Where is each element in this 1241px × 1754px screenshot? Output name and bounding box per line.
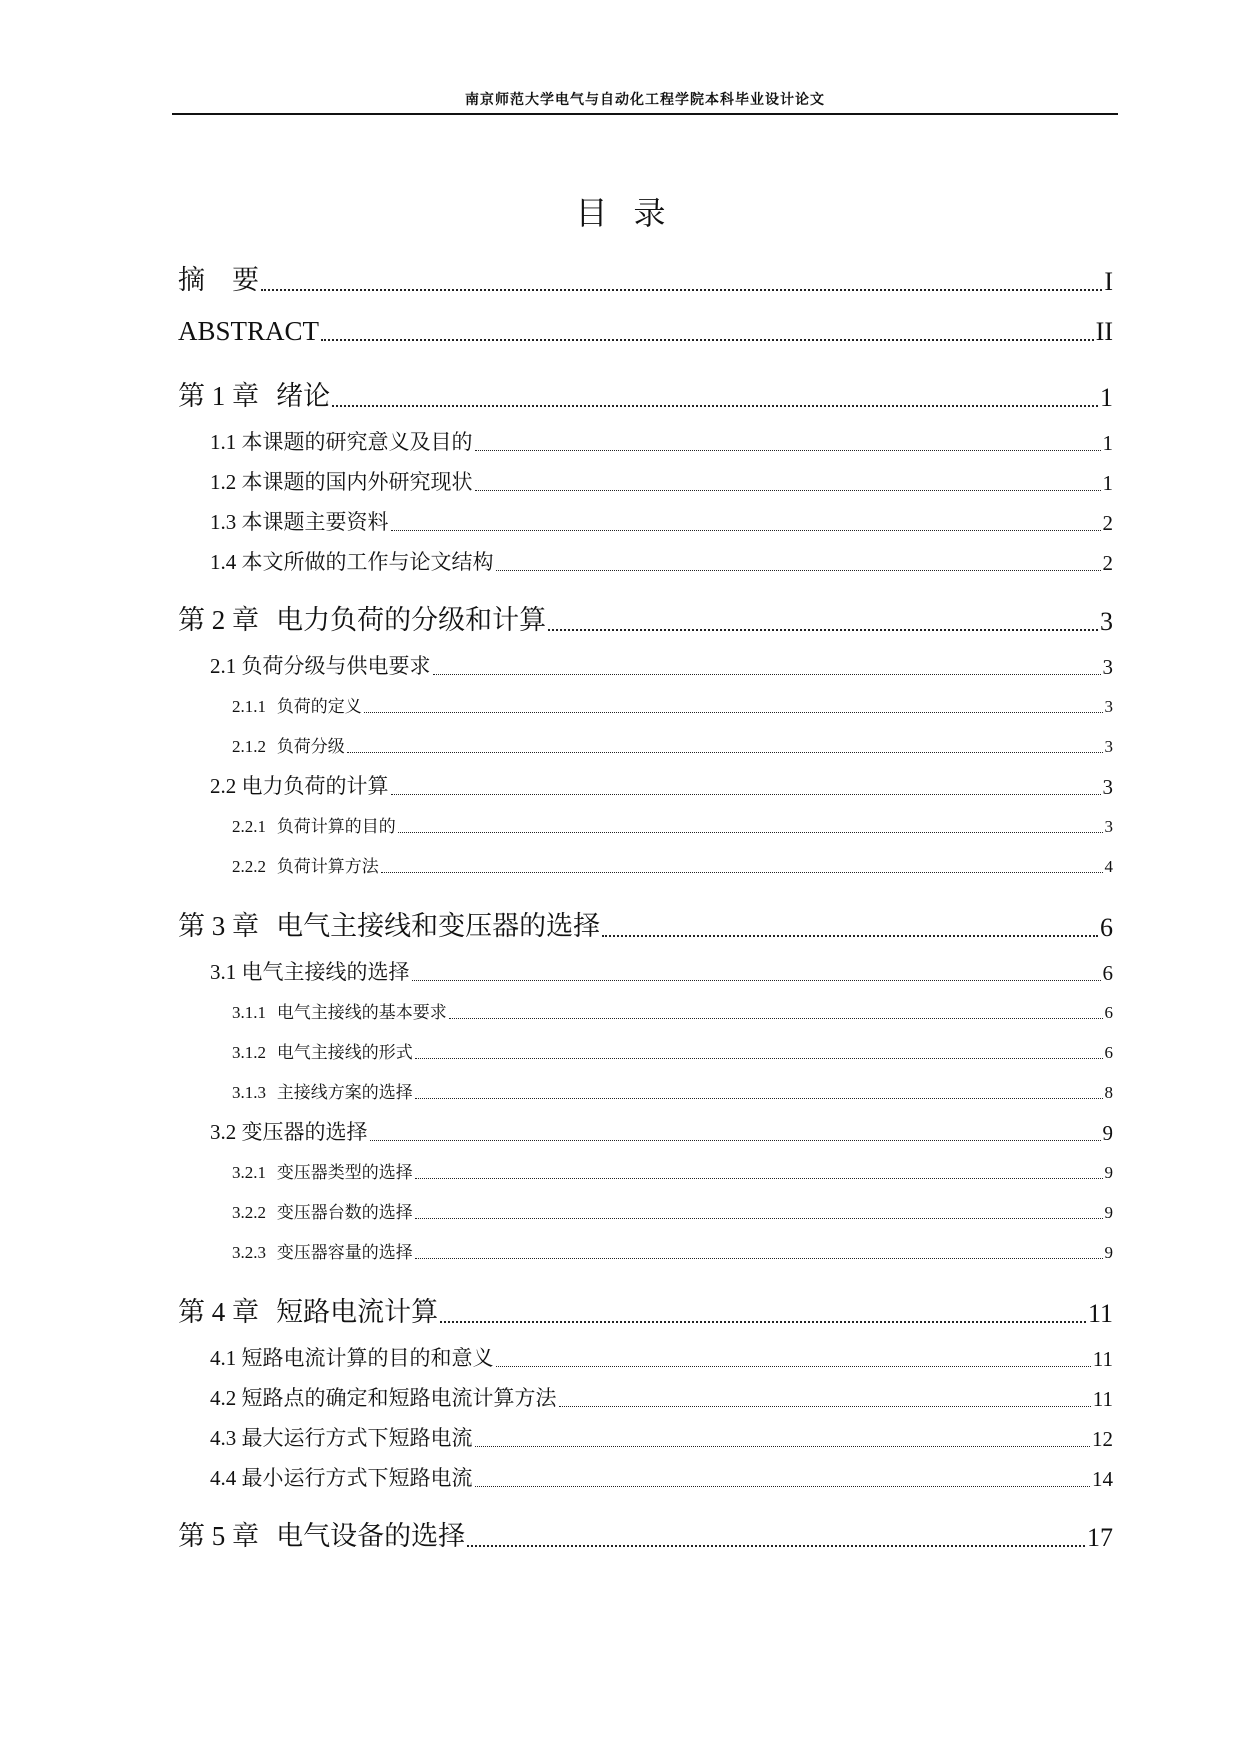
toc-entry-1-3[interactable] [210,506,1113,536]
toc-entry-number: 第 3 章 [178,911,259,941]
toc-entry-text: 本课题的研究意义及目的 [241,430,473,454]
dot-leader [415,1178,1103,1179]
header-rule [172,113,1118,115]
toc-entry-number: 1.3 [210,510,237,534]
toc-page-number: I [1104,267,1113,296]
toc-entry-number: 第 1 章 [178,381,259,411]
toc-page-number: 1 [1102,431,1113,455]
toc-entry-text: 主接线方案的选择 [276,1083,413,1103]
toc-entry-3-1-2[interactable] [232,1038,1113,1063]
dot-leader [475,490,1101,491]
toc-entry-text: 摘 要 [178,265,259,296]
toc-entry-3-1-3[interactable] [232,1078,1113,1103]
toc-page-number: 2 [1102,551,1113,575]
dot-leader [347,752,1103,753]
toc-entry-text: 电气主接线的选择 [241,960,410,984]
toc-entry-2-1-2[interactable] [232,732,1113,757]
toc-entry-2-2-2[interactable] [232,852,1113,877]
dot-leader [381,872,1103,873]
toc-entry-text: 变压器容量的选择 [276,1243,413,1263]
toc-page-number: 6 [1104,1003,1113,1022]
toc-page-number: 11 [1092,1347,1113,1371]
toc-page-number: 11 [1087,1299,1113,1328]
toc-entry-2-1[interactable] [210,650,1113,680]
toc-entry-number: 4.1 [210,1346,237,1370]
dot-leader [475,1446,1091,1447]
toc-entry-chapter-3[interactable] [178,904,1113,943]
toc-entry-text: 短路电流计算的目的和意义 [241,1346,494,1370]
toc-entry-2-1-1[interactable] [232,692,1113,717]
toc-page-number: 3 [1102,655,1113,679]
toc-entry-text: 负荷分级与供电要求 [241,654,431,678]
dot-leader [415,1258,1103,1259]
toc-entry-number: 1.1 [210,430,237,454]
toc-page-number: 3 [1104,697,1113,716]
toc-entry-4-1[interactable] [210,1342,1113,1372]
toc-page-number: 17 [1087,1523,1113,1552]
dot-leader [321,339,1094,341]
toc-entry-text: 电力负荷的分级和计算 [276,605,547,636]
toc-entry-number: 3.1.1 [232,1003,266,1022]
toc-entry-text: 绪论 [276,381,331,412]
toc-entry-number: 第 4 章 [178,1297,259,1327]
toc-entry-4-2[interactable] [210,1382,1113,1412]
toc-entry-number: 第 5 章 [178,1521,259,1551]
toc-entry-2-2[interactable] [210,770,1113,800]
toc-entry-text: 变压器台数的选择 [276,1203,413,1223]
dot-leader [412,980,1101,981]
toc-entry-number: 第 2 章 [178,605,259,635]
toc-page-number: 2 [1102,511,1113,535]
toc-entry-number: 1.4 [210,550,237,574]
toc-page-number: 3 [1104,737,1113,756]
toc-entry-chapter-2[interactable] [178,598,1113,637]
toc-entry-4-3[interactable] [210,1422,1113,1452]
toc-entry-number: 3.1.2 [232,1043,266,1062]
dot-leader [548,629,1098,631]
toc-entry-text: 最小运行方式下短路电流 [241,1466,473,1490]
toc-entry-text: 本文所做的工作与论文结构 [241,550,494,574]
toc-entry-1-1[interactable] [210,426,1113,456]
toc-entry-chapter-4[interactable] [178,1290,1113,1329]
dot-leader [475,1486,1091,1487]
toc-page-number: 9 [1104,1203,1113,1222]
toc-page-number: 3 [1100,607,1113,636]
dot-leader [433,674,1101,675]
toc-title: 目录 [575,194,692,232]
toc-entry-number: 2.2 [210,774,237,798]
dot-leader [602,935,1098,937]
dot-leader [398,832,1103,833]
toc-entry-text: 变压器类型的选择 [276,1163,413,1183]
toc-entry-text: 电气主接线和变压器的选择 [276,911,601,942]
toc-entry-number: 3.2.2 [232,1203,266,1222]
toc-page-number: II [1095,317,1113,346]
toc-entry-text: 负荷计算方法 [276,857,379,877]
toc-entry-number: 2.1.1 [232,697,266,716]
toc-entry-abstract-en[interactable] [178,316,1113,347]
toc-entry-text: 短路电流计算 [276,1297,439,1328]
toc-entry-number: 3.1 [210,960,237,984]
toc-page-number: 3 [1102,775,1113,799]
toc-page-number: 11 [1092,1387,1113,1411]
toc-entry-number: 3.2.1 [232,1163,266,1182]
toc-entry-abstract-cn[interactable] [178,258,1113,297]
toc-page-number: 4 [1104,857,1113,876]
toc-entry-text: 最大运行方式下短路电流 [241,1426,473,1450]
dot-leader [496,570,1101,571]
toc-entry-3-1-1[interactable] [232,998,1113,1023]
toc-entry-text: 负荷分级 [276,737,345,757]
toc-entry-text: 本课题的国内外研究现状 [241,470,473,494]
toc-entry-text: 变压器的选择 [241,1120,368,1144]
toc-entry-number: 2.2.2 [232,857,266,876]
toc-entry-text: 电气设备的选择 [276,1521,466,1552]
dot-leader [449,1018,1103,1019]
toc-entry-text: 电气主接线的基本要求 [276,1003,447,1023]
toc-entry-number: 3.2.3 [232,1243,266,1262]
toc-entry-3-2-1[interactable] [232,1158,1113,1183]
toc-entry-number: 2.2.1 [232,817,266,836]
toc-entry-text: 负荷计算的目的 [276,817,396,837]
toc-entry-1-2[interactable] [210,466,1113,496]
dot-leader [370,1140,1101,1141]
toc-entry-number: 1.2 [210,470,237,494]
dot-leader [496,1366,1091,1367]
toc-page-number: 6 [1100,913,1113,942]
toc-entry-text: 电力负荷的计算 [241,774,389,798]
toc-entry-chapter-5[interactable] [178,1514,1113,1553]
toc-entry-2-2-1[interactable] [232,812,1113,837]
toc-page-number: 1 [1100,383,1113,412]
toc-entry-number: 3.2 [210,1120,237,1144]
toc-entry-3-1[interactable] [210,956,1113,986]
toc-page-number: 3 [1104,817,1113,836]
toc-page-number: 6 [1102,961,1113,985]
toc-page-number: 6 [1104,1043,1113,1062]
toc-entry-number: 2.1.2 [232,737,266,756]
dot-leader [475,450,1101,451]
dot-leader [467,1545,1085,1547]
toc-entry-text: 短路点的确定和短路电流计算方法 [241,1386,557,1410]
toc-entry-chapter-1[interactable] [178,374,1113,413]
toc-entry-4-4[interactable] [210,1462,1113,1492]
toc-entry-3-2-2[interactable] [232,1198,1113,1223]
dot-leader [364,712,1103,713]
dot-leader [332,405,1098,407]
toc-entry-text: 负荷的定义 [276,697,362,717]
dot-leader [261,289,1102,291]
toc-entry-3-2[interactable] [210,1116,1113,1146]
toc-page-number: 9 [1104,1163,1113,1182]
toc-page-number: 14 [1092,1467,1113,1491]
toc-entry-3-2-3[interactable] [232,1238,1113,1263]
toc-entry-number: 2.1 [210,654,237,678]
toc-entry-text: 本课题主要资料 [241,510,389,534]
toc-entry-text: ABSTRACT [178,316,320,346]
dot-leader [391,530,1101,531]
dot-leader [391,794,1101,795]
dot-leader [415,1218,1103,1219]
toc-entry-number: 4.3 [210,1426,237,1450]
toc-page-number: 8 [1104,1083,1113,1102]
toc-page-number: 9 [1104,1243,1113,1262]
toc-page-number: 1 [1102,471,1113,495]
toc-entry-number: 3.1.3 [232,1083,266,1102]
dot-leader [440,1321,1086,1323]
toc-page-number: 12 [1092,1427,1113,1451]
dot-leader [415,1058,1103,1059]
toc-entry-number: 4.4 [210,1466,237,1490]
running-header: 南京师范大学电气与自动化工程学院本科毕业设计论文 [465,92,825,108]
toc-entry-number: 4.2 [210,1386,237,1410]
toc-page-number: 9 [1102,1121,1113,1145]
toc-entry-text: 电气主接线的形式 [276,1043,413,1063]
dot-leader [559,1406,1091,1407]
dot-leader [415,1098,1103,1099]
toc-entry-1-4[interactable] [210,546,1113,576]
